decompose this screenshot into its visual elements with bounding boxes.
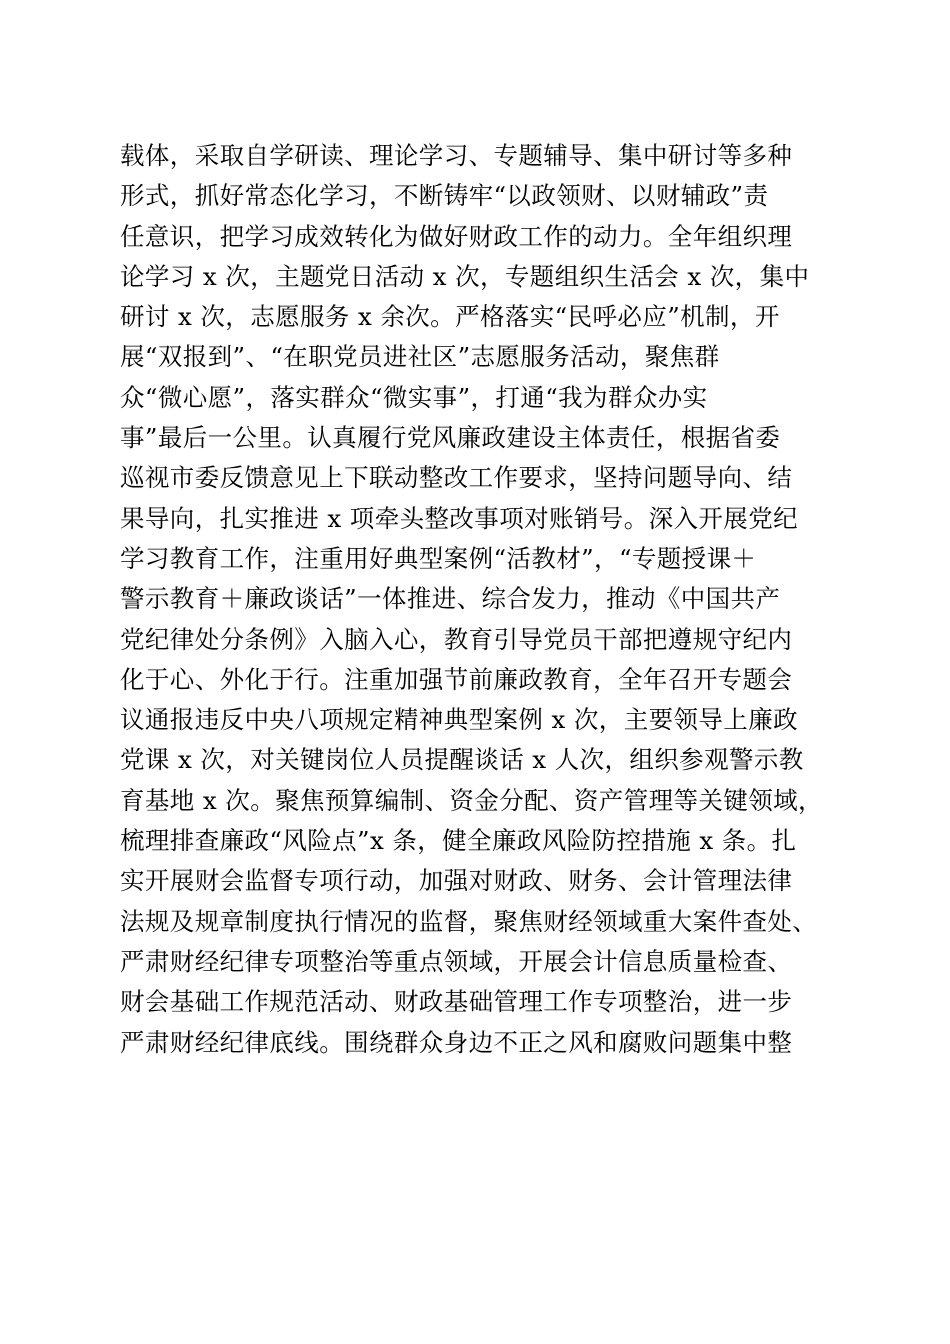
text-line: 学习教育工作，注重用好典型案例“活教材”，“专题授课＋: [120, 543, 757, 573]
text-line: 化于心、外化于行。注重加强节前廉政教育，全年召开专题会: [120, 664, 793, 694]
text-line: 任意识，把学习成效转化为做好财政工作的动力。全年组织理: [120, 221, 793, 251]
text-line: 载体，采取自学研读、理论学习、专题辅导、集中研讨等多种: [120, 141, 793, 170]
text-line: 研讨 x 次，志愿服务 x 余次。严格落实“民呼必应”机制，开: [120, 302, 780, 332]
text-line: 警示教育＋廉政谈话”一体推进、综合发力，推动《中国共产: [120, 584, 781, 614]
text-line: 展“双报到”、“在职党员进社区”志愿服务活动，聚焦群: [120, 342, 720, 372]
text-line: 严肃财经纪律专项整治等重点领域，开展会计信息质量检查、: [120, 946, 793, 976]
text-line: 事”最后一公里。认真履行党风廉政建设主体责任，根据省委: [120, 423, 781, 453]
text-line: 论学习 x 次，主题党日活动 x 次，专题组织生活会 x 次，集中: [120, 261, 810, 291]
text-line: 众“微心愿”，落实群众“微实事”，打通“我为群众办实: [120, 382, 708, 412]
text-line: 巡视市委反馈意见上下联动整改工作要求，坚持问题导向、结: [120, 463, 793, 493]
text-line: 财会基础工作规范活动、财政基础管理工作专项整治，进一步: [120, 987, 793, 1017]
text-line: 实开展财会监督专项行动，加强对财政、财务、会计管理法律: [120, 866, 793, 896]
text-line: 党纪律处分条例》入脑入心，教育引导党员干部把遵规守纪内: [120, 624, 793, 654]
text-line: 严肃财经纪律底线。围绕群众身边不正之风和腐败问题集中整: [120, 1027, 793, 1057]
text-line: 形式，抓好常态化学习，不断铸牢“以政领财、以财辅政”责: [120, 181, 769, 211]
text-line: 党课 x 次，对关键岗位人员提醒谈话 x 人次，组织参观警示教: [120, 745, 804, 775]
text-line: 果导向，扎实推进 x 项牵头整改事项对账销号。深入开展党纪: [120, 503, 798, 533]
text-line: 法规及规章制度执行情况的监督，聚焦财经领域重大案件查处、: [120, 906, 818, 936]
text-line: 育基地 x 次。聚焦预算编制、资金分配、资产管理等关键领域，: [120, 785, 823, 815]
text-line: 议通报违反中央八项规定精神典型案例 x 次，主要领导上廉政: [120, 705, 798, 735]
body-paragraph: [120, 136, 840, 1063]
text-line: 梳理排查廉政“风险点”x 条，健全廉政风险防控措施 x 条。扎: [120, 826, 797, 856]
